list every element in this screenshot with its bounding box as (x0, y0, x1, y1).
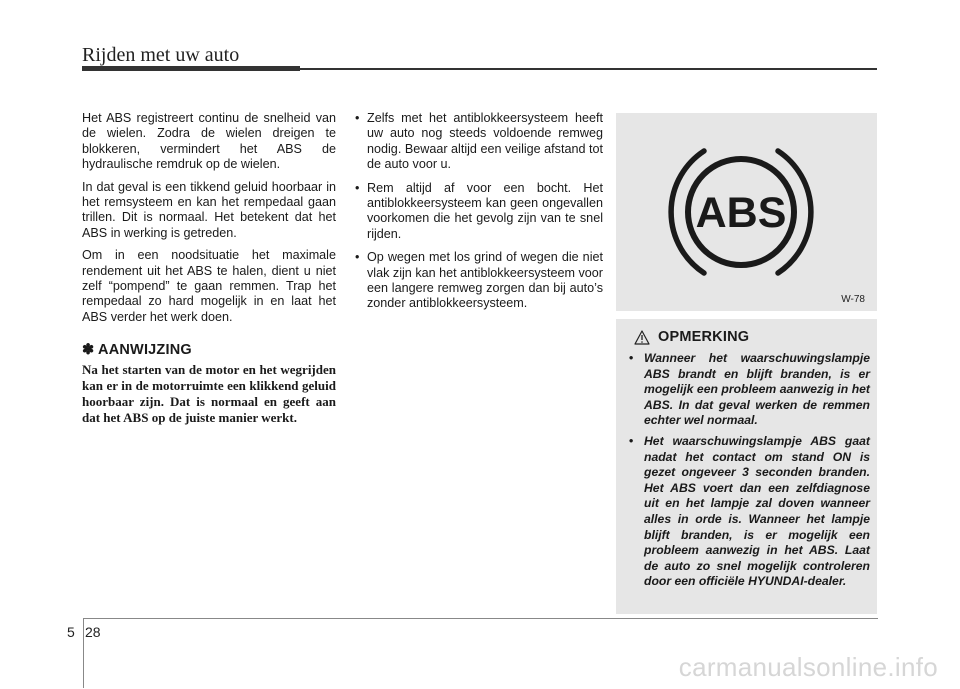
warning-triangle-icon (634, 330, 650, 345)
page-header-title: Rijden met uw auto (82, 44, 240, 66)
middle-column (352, 111, 603, 320)
header-rule-thin (300, 68, 877, 70)
bullet-icon: • (629, 433, 634, 448)
aanwijzing-body: Na het starten van de motor en het wegrijden kan er in de motorruimte een klikkend geluid hoorbaar zijn. Dat is normaal en geeft aan dat het ABS op de juiste manier werkt. (82, 361, 336, 426)
list-item-text: Zelfs met het antiblokkeersysteem heeft uw auto nog steeds voldoende remweg nodig. Bewaar altijd een veilige afstand tot de auto voor u. (367, 111, 603, 172)
opmerking-list (626, 351, 870, 595)
list-item-text: Op wegen met los grind of wegen die niet vlak zijn kan het antiblokkeersysteem voor een langere remweg zorgen dan bij auto’s zonder antiblokkeersysteem. (367, 250, 603, 311)
paragraph: In dat geval is een tikkend geluid hoorbaar in het remsysteem en kan het rempedaal gaan trillen. Dit is normaal. Het betekent dat het ABS in werking is getreden. (82, 179, 336, 240)
figure-code: W-78 (841, 294, 865, 305)
bullet-icon: • (355, 111, 360, 125)
paragraph: Om in een noodsituatie het maximale rendement uit het ABS te halen, dient u niet zelf “pompend” te gaan remmen. Trap het rempedaal zo hard mogelijk in en laat het ABS verder het werk doen. (82, 248, 336, 324)
footer-rule (83, 618, 878, 619)
bullet-list (352, 111, 603, 312)
abs-warning-lamp-icon (616, 113, 877, 311)
list-item (352, 250, 603, 312)
opmerking-box (616, 319, 877, 614)
abs-symbol-text: ABS (695, 189, 787, 237)
abs-figure (616, 113, 877, 311)
opmerking-title: OPMERKING (658, 329, 750, 345)
page-number (67, 624, 101, 640)
list-item-text: Wanneer het waarschuwingslampje ABS brandt en blijft branden, is er mogelijk een probleem aanwezig in het ABS. In dat geval werken de remmen echter wel normaal. (644, 351, 870, 428)
header-rule-thick (82, 66, 300, 71)
left-column (82, 111, 336, 434)
aanwijzing-title: ✽ AANWIJZING (82, 342, 192, 359)
chapter-number: 5 (67, 624, 75, 640)
list-item-text: Het waarschuwingslampje ABS gaat nadat het contact om stand ON is gezet ongeveer 3 seconden branden. Het ABS voert dan een zelfdiagnose uit en het lampje zal doven wanneer alles in orde is. Wanneer het lampje blijft branden, is er mogelijk een probleem aanwezig in het ABS. Laat de auto zo snel mogelijk controleren door een officiële HYUNDAI-dealer. (644, 433, 870, 589)
paragraph: Het ABS registreert continu de snelheid van de wielen. Zodra de wielen dreigen te blokkeren, vermindert het ABS de hydraulische remdruk op de wielen. (82, 111, 336, 172)
watermark: carmanualsonline.info (678, 652, 938, 682)
page-number-value: 28 (85, 624, 101, 640)
list-item (626, 434, 870, 590)
bullet-icon: • (629, 351, 634, 365)
opmerking-header (634, 329, 749, 345)
list-item (352, 181, 603, 243)
list-item-text: Rem altijd af voor een bocht. Het antiblokkeersysteem kan geen ongevallen voorkomen die het gevolg zijn van te snel rijden. (367, 180, 603, 241)
bullet-icon: • (355, 250, 360, 265)
list-item (352, 111, 603, 173)
list-item (626, 351, 870, 429)
bullet-icon: • (355, 180, 360, 195)
